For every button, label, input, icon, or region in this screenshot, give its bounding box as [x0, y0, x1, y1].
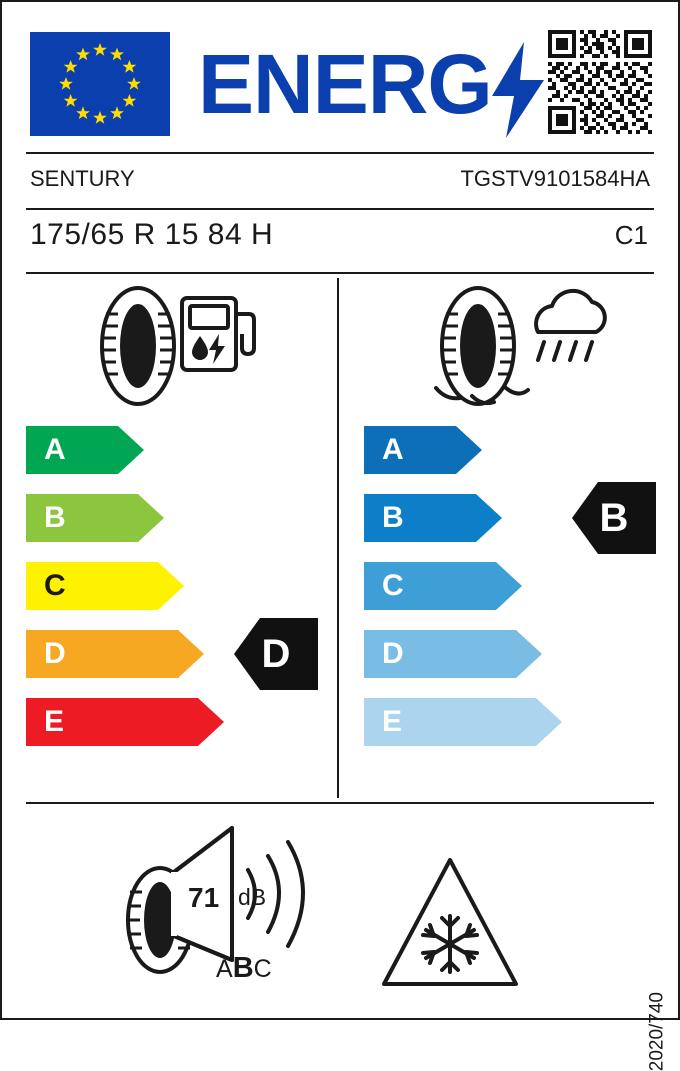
wet-bar-c	[364, 562, 524, 610]
fuel-bar-c	[26, 562, 186, 610]
eu-stars	[30, 32, 170, 136]
lightning-bolt-icon	[490, 42, 546, 138]
wet-grade-letter: E	[382, 705, 403, 738]
wet-rating-badge	[572, 482, 656, 554]
qr-code-icon	[548, 30, 652, 134]
noise-class-a: A	[216, 955, 233, 983]
fuel-grade-letter: E	[44, 705, 65, 738]
fuel-bar-d	[26, 630, 206, 678]
wet-bar-a	[364, 426, 484, 474]
wet-grade-letter: D	[382, 637, 404, 670]
wet-grade-letter: B	[382, 501, 404, 534]
tyre-class: C1	[614, 220, 648, 250]
fuel-grade-letter: D	[44, 637, 66, 670]
fuel-grade-letter: B	[44, 501, 66, 534]
sku-code: TGSTV9101584HA	[460, 166, 650, 191]
panel-divider	[337, 278, 339, 798]
eu-flag-icon	[30, 32, 170, 136]
noise-class-scale	[216, 952, 272, 985]
noise-class-c: C	[253, 955, 272, 983]
fuel-efficiency-scale	[26, 426, 326, 766]
fuel-bar-b	[26, 494, 166, 542]
divider-size	[26, 272, 654, 274]
tyre-fuel-pump-icon	[86, 284, 266, 419]
divider-header	[26, 152, 654, 154]
snowflake-mountain-icon	[380, 854, 520, 995]
date-code: 2020/740	[646, 992, 667, 1071]
wet-rating-value: B	[599, 496, 629, 540]
brand-row	[26, 162, 654, 208]
size-row	[26, 218, 654, 270]
wet-grade-letter: C	[382, 569, 404, 602]
page-title: ENERG	[198, 37, 492, 131]
tyre-rain-cloud-icon	[426, 284, 606, 419]
noise-class-b: B	[232, 952, 254, 984]
fuel-bar-a	[26, 426, 146, 474]
noise-value: 71	[188, 882, 220, 913]
wet-bar-e	[364, 698, 564, 746]
divider-bottom	[26, 802, 654, 804]
wet-grade-letter: A	[382, 433, 404, 466]
wet-grip-scale	[364, 426, 664, 766]
divider-brand	[26, 208, 654, 210]
fuel-grade-letter: C	[44, 569, 66, 602]
wet-bar-d	[364, 630, 544, 678]
tyre-size: 175/65 R 15 84 H	[30, 218, 274, 251]
wet-bar-b	[364, 494, 504, 542]
label-header	[2, 2, 678, 150]
noise-unit: dB	[238, 884, 267, 910]
fuel-rating-value: D	[261, 632, 291, 676]
fuel-grade-letter: A	[44, 433, 66, 466]
fuel-bar-e	[26, 698, 226, 746]
fuel-rating-badge	[234, 618, 318, 690]
brand-name: SENTURY	[30, 166, 135, 191]
